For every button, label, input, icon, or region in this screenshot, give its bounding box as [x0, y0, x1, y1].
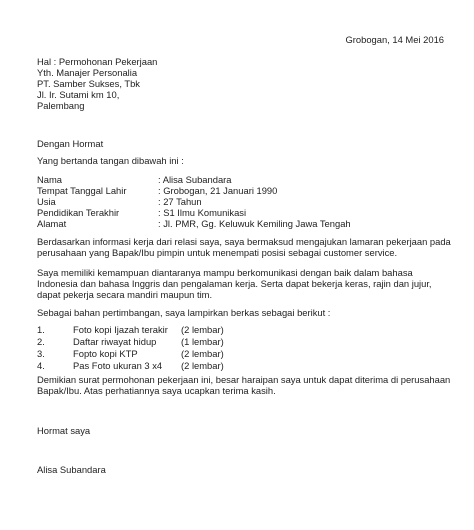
recipient-company: PT. Samber Sukses, Tbk: [37, 78, 140, 89]
attachments-intro: Sebagai bahan pertimbangan, saya lampirkan berkas sebagai berikut :: [37, 307, 331, 318]
greeting: Dengan Hormat: [37, 138, 104, 149]
attachment-quantity: (1 lembar): [181, 336, 224, 347]
attachment-item: Daftar riwayat hidup: [73, 336, 157, 347]
attachment-item: Fopto kopi KTP: [73, 348, 138, 359]
personal-value-education: : S1 Ilmu Komunikasi: [158, 207, 247, 218]
personal-value-birth: : Grobogan, 21 Januari 1990: [158, 185, 278, 196]
intro-line: Yang bertanda tangan dibawah ini :: [37, 155, 184, 166]
paragraph2-line3: dapat pekerja secara mandiri maupun tim.: [37, 289, 213, 300]
attachment-quantity: (2 lembar): [181, 348, 224, 359]
subject-line: Hal : Permohonan Pekerjaan: [37, 56, 158, 67]
attachment-item: Pas Foto ukuran 3 x4: [73, 360, 163, 371]
personal-label-birth: Tempat Tanggal Lahir: [37, 185, 127, 196]
closing-line2: Bapak/Ibu. Atas perhatiannya saya ucapkan terima kasih.: [37, 385, 276, 396]
paragraph1-line2: perusahaan yang Bapak/Ibu pimpin untuk menempati posisi sebagai customer service.: [37, 247, 398, 258]
personal-label-education: Pendidikan Terakhir: [37, 207, 120, 218]
attachment-item: Foto kopi Ijazah terakir: [73, 324, 168, 335]
recipient-street: Jl. Ir. Sutami km 10,: [37, 89, 120, 100]
paragraph2-line1: Saya memiliki kemampuan diantaranya mampu berkomunikasi dengan baik dalam bahasa: [37, 267, 413, 278]
letter-date: Grobogan, 14 Mei 2016: [345, 34, 444, 45]
closing-line1: Demikian surat permohonan pekerjaan ini, besar haraipan saya untuk dapat diterima di perusahaan: [37, 374, 451, 385]
attachment-number: 4.: [37, 360, 45, 371]
personal-value-name: : Alisa Subandara: [158, 174, 232, 185]
attachment-quantity: (2 lembar): [181, 360, 224, 371]
personal-label-address: Alamat: [37, 218, 67, 229]
personal-value-address: : Jl. PMR, Gg. Keluwuk Kemiling Jawa Tengah: [158, 218, 351, 229]
recipient-title: Yth. Manajer Personalia: [37, 67, 138, 78]
salutation: Hormat saya: [37, 425, 91, 436]
attachment-number: 1.: [37, 324, 45, 335]
signature-name: Alisa Subandara: [37, 464, 106, 475]
personal-label-age: Usia: [37, 196, 56, 207]
paragraph1-line1: Berdasarkan informasi kerja dari relasi saya, saya bermaksud mengajukan lamaran pekerjaan pada: [37, 236, 451, 247]
personal-value-age: : 27 Tahun: [158, 196, 202, 207]
paragraph2-line2: Indonesia dan bahasa Inggris dan pengalaman kerja. Serta dapat bekerja keras, rajin dan jujur,: [37, 278, 432, 289]
attachment-number: 3.: [37, 348, 45, 359]
attachment-quantity: (2 lembar): [181, 324, 224, 335]
attachment-number: 2.: [37, 336, 45, 347]
personal-label-name: Nama: [37, 174, 63, 185]
recipient-city: Palembang: [37, 100, 85, 111]
